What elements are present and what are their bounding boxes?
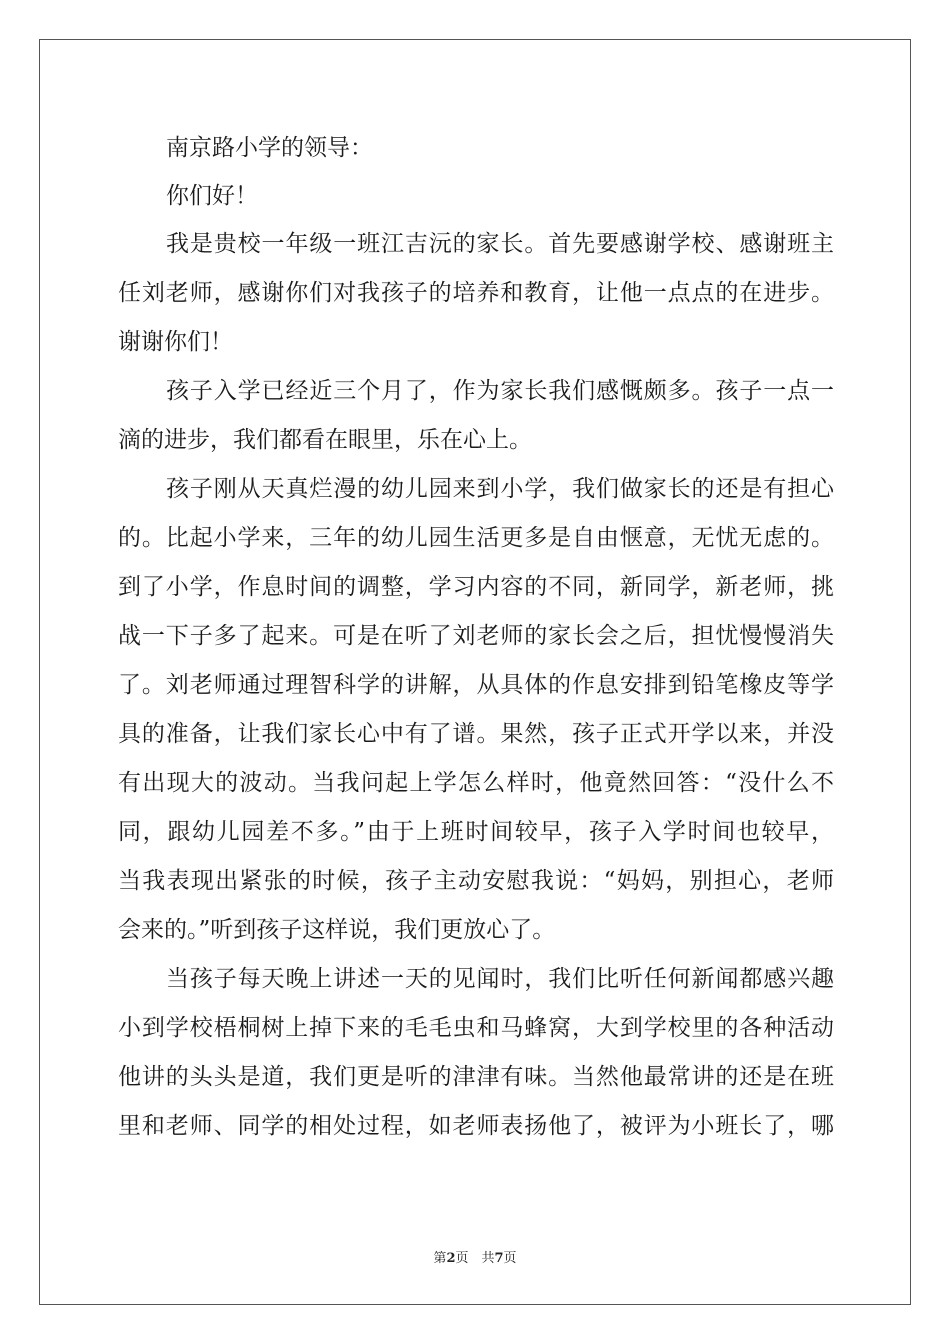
text-line: 他讲的头头是道，我们更是听的津津有味。当然他最常讲的还是在班 bbox=[118, 1064, 834, 1090]
text-line: 小到学校梧桐树上掉下来的毛毛虫和马蜂窝，大到学校里的各种活动 bbox=[118, 1015, 834, 1041]
text-line: 的。比起小学来，三年的幼儿园生活更多是自由惬意，无忧无虑的。 bbox=[118, 525, 834, 551]
text-line: 谢谢你们！ bbox=[118, 329, 233, 355]
text-line: 同，跟幼儿园差不多。”由于上班时间较早，孩子入学时间也较早， bbox=[118, 819, 834, 845]
page-prefix: 第 bbox=[433, 1251, 447, 1266]
text-line: 具的准备，让我们家长心中有了谱。果然，孩子正式开学以来，并没 bbox=[118, 721, 834, 747]
text-line: 孩子刚从天真烂漫的幼儿园来到小学，我们做家长的还是有担心 bbox=[166, 476, 834, 502]
text-line: 里和老师、同学的相处过程，如老师表扬他了，被评为小班长了，哪 bbox=[118, 1113, 834, 1139]
page-number bbox=[0, 1247, 950, 1266]
current-page: 2 bbox=[446, 1251, 456, 1266]
text-line: 滴的进步，我们都看在眼里，乐在心上。 bbox=[118, 427, 532, 453]
salutation: 南京路小学的领导： bbox=[166, 135, 373, 161]
text-line: 孩子入学已经近三个月了，作为家长我们感慨颇多。孩子一点一 bbox=[166, 378, 834, 404]
text-line: 我是贵校一年级一班江吉沅的家长。首先要感谢学校、感谢班主 bbox=[166, 231, 834, 257]
text-line: 任刘老师，感谢你们对我孩子的培养和教育，让他一点点的在进步。 bbox=[118, 280, 834, 306]
total-pages: 7 bbox=[494, 1251, 504, 1266]
text-line: 会来的。”听到孩子这样说，我们更放心了。 bbox=[118, 917, 556, 943]
text-line: 当我表现出紧张的时候，孩子主动安慰我说：“妈妈，别担心，老师 bbox=[118, 868, 834, 894]
text-line: 战一下子多了起来。可是在听了刘老师的家长会之后，担忧慢慢消失 bbox=[118, 623, 834, 649]
greeting: 你们好！ bbox=[166, 183, 258, 209]
text-line: 了。刘老师通过理智科学的讲解，从具体的作息安排到铅笔橡皮等学 bbox=[118, 672, 834, 698]
text-line: 有出现大的波动。当我问起上学怎么样时，他竟然回答：“没什么不 bbox=[118, 770, 834, 796]
text-line: 当孩子每天晚上讲述一天的见闻时，我们比听任何新闻都感兴趣 bbox=[166, 966, 834, 992]
text-line: 到了小学，作息时间的调整，学习内容的不同，新同学，新老师，挑 bbox=[118, 574, 834, 600]
page-middle: 页 共 bbox=[455, 1251, 495, 1266]
page-suffix: 页 bbox=[503, 1251, 517, 1266]
